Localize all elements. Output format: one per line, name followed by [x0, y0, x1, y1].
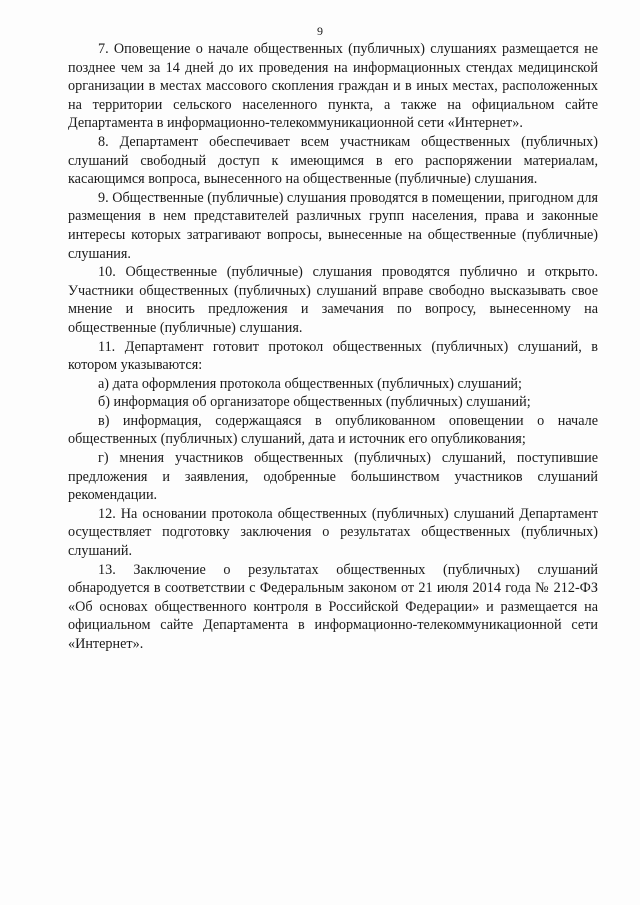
paragraph-12: 12. На основании протокола общественных (публичных) слушаний Департамент осуществляет подготовку заключения о результатах общественных (публичных) слушаний.: [68, 505, 598, 560]
paragraph-9: 9. Общественные (публичные) слушания проводятся в помещении, пригодном для размещения в нем представителей различных групп населения, права и законные интересы которых затрагивают вопросы, вынесенные на общественные (публичные) слушания.: [68, 189, 598, 262]
paragraph-7: 7. Оповещение о начале общественных (публичных) слушаниях размещается не позднее чем за 14 дней до их проведения на информационных стендах медицинской организации в местах массового скопления граждан и в иных местах, расположенных на территории сельского населенного пункта, а также на официальном сайте Департамента в информационно-телекоммуникационной сети «Интернет».: [68, 41, 598, 132]
paragraph-10: 10. Общественные (публичные) слушания проводятся публично и открыто. Участники общественных (публичных) слушаний вправе свободно высказывать свое мнение и вносить предложения и замечания по вопросу, вынесенному на общественные (публичные) слушания.: [68, 264, 598, 336]
paragraph-11: 11. Департамент готовит протокол общественных (публичных) слушаний, в котором указываются:: [68, 338, 598, 374]
list-item-b: б) информация об организаторе общественных (публичных) слушаний;: [98, 394, 531, 411]
document-body: [68, 40, 598, 654]
list-item-a: а) дата оформления протокола общественных (публичных) слушаний;: [98, 375, 522, 392]
list-item-v: в) информация, содержащаяся в опубликованном оповещении о начале общественных (публичных) слушаний, дата и источник его опубликования;: [68, 412, 598, 448]
paragraph-8: 8. Департамент обеспечивает всем участникам общественных (публичных) слушаний свободный доступ к имеющимся в его распоряжении материалам, касающимся вопроса, вынесенного на общественные (публичные) слушания.: [68, 133, 598, 188]
list-item-g: г) мнения участников общественных (публичных) слушаний, поступившие предложения и заявления, одобренные большинством участников слушаний рекомендации.: [68, 450, 598, 504]
page-number: 9: [317, 24, 323, 38]
paragraph-13: 13. Заключение о результатах общественных (публичных) слушаний обнародуется в соответствии с Федеральным законом от 21 июля 2014 года № 212-ФЗ «Об основах общественного контроля в Российской Федерации» и размещается на официальном сайте Департамента в информационно-телекоммуникационной сети «Интернет».: [68, 561, 598, 652]
